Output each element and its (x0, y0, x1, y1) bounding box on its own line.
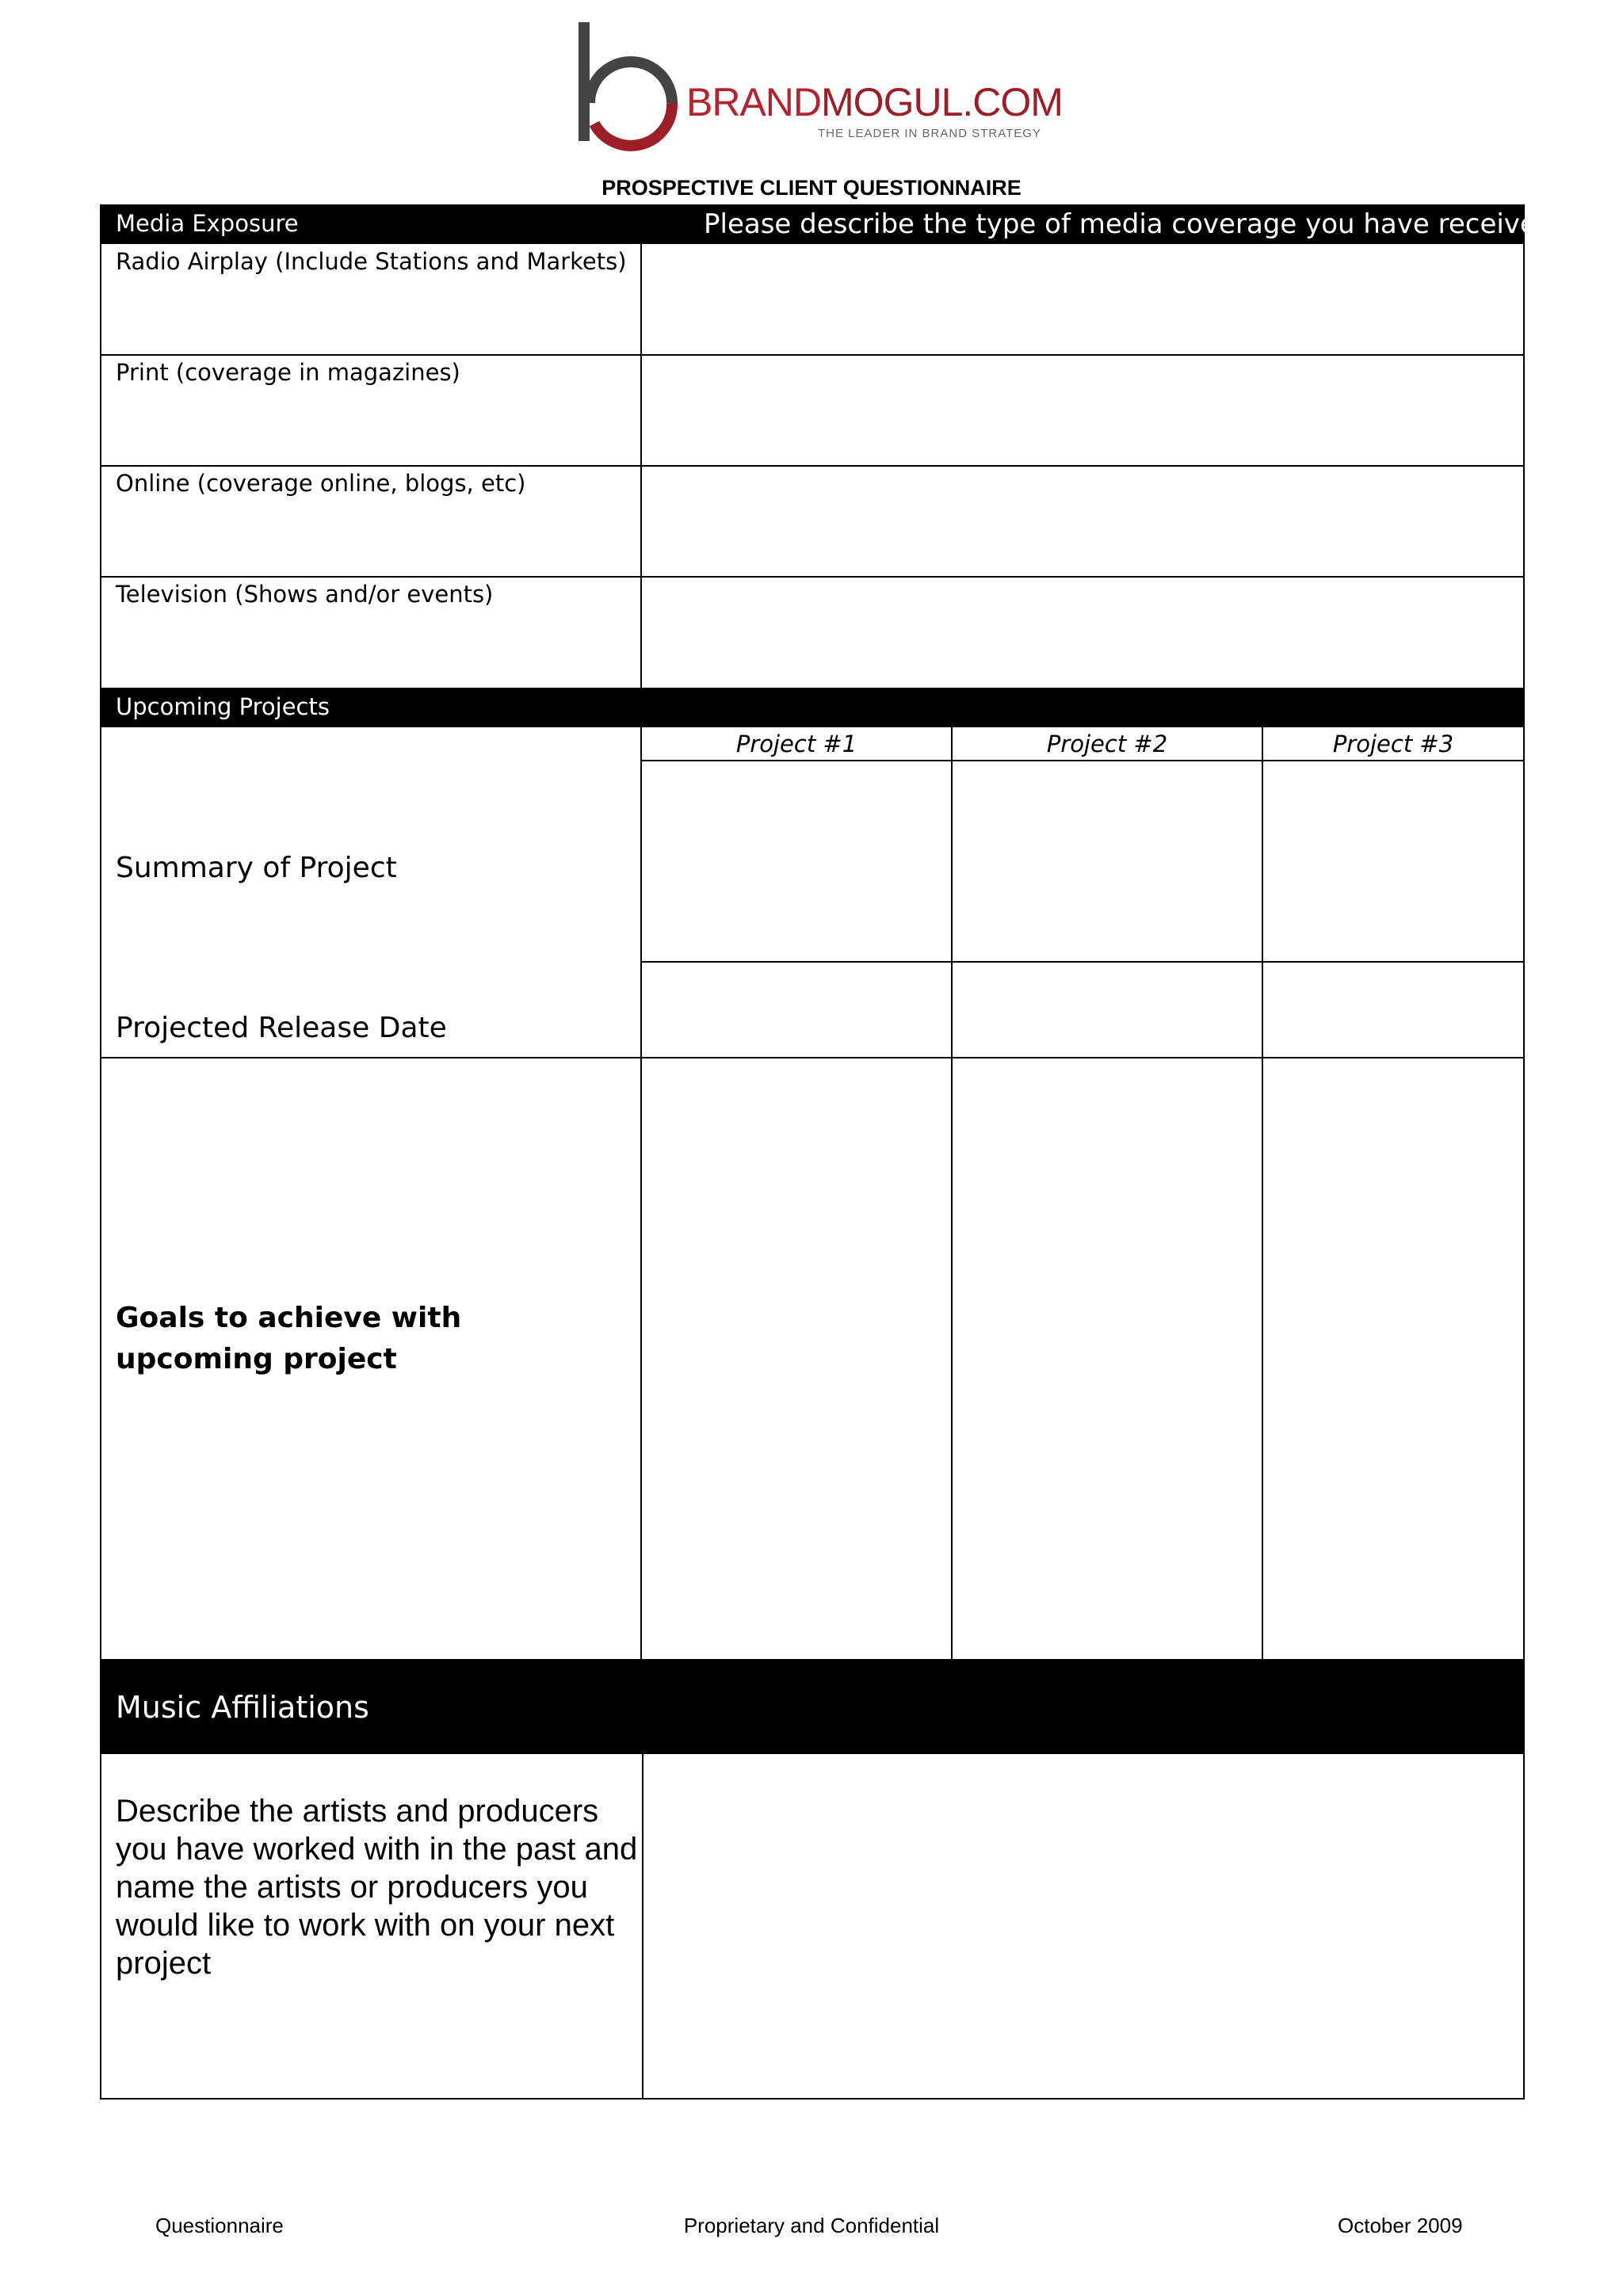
project-3-summary-field[interactable] (1263, 761, 1523, 961)
television-coverage-field[interactable] (642, 578, 1523, 688)
print-coverage-field[interactable] (642, 356, 1523, 465)
project-3-goals-field[interactable] (1263, 1058, 1523, 1659)
music-affiliations-description: Describe the artists and producers you have worked with in the past and name the artists or producers you would like to work with on your next project (116, 1794, 638, 1981)
project-2-heading: Project #2 (1046, 730, 1168, 757)
summary-of-project-label: Summary of Project (116, 852, 397, 884)
online-coverage-label: Online (coverage online, blogs, etc) (116, 470, 526, 497)
brand-name (686, 82, 1063, 122)
music-affiliations-heading: Music Affiliations (116, 1690, 369, 1725)
goals-label: Goals to achieve with upcoming project (116, 1302, 462, 1375)
brand-name-part1: BRAND (686, 80, 822, 124)
project-2-release-date-field[interactable] (953, 963, 1262, 1057)
radio-airplay-field[interactable] (642, 244, 1523, 354)
project-2-summary-field[interactable] (953, 761, 1262, 961)
project-1-summary-field[interactable] (642, 761, 951, 961)
print-coverage-label: Print (coverage in magazines) (116, 359, 460, 386)
media-exposure-heading: Media Exposure (116, 210, 299, 237)
project-1-release-date-field[interactable] (642, 963, 951, 1057)
television-coverage-label: Television (Shows and/or events) (116, 581, 494, 608)
online-coverage-field[interactable] (642, 467, 1523, 576)
radio-airplay-label: Radio Airplay (Include Stations and Markets) (116, 248, 627, 275)
footer-left: Questionnaire (155, 2214, 284, 2237)
media-coverage-instruction: Please describe the type of media coverage you have received (704, 208, 1554, 240)
footer-center: Proprietary and Confidential (683, 2214, 940, 2237)
upcoming-projects-heading: Upcoming Projects (116, 693, 330, 720)
document-title: PROSPECTIVE CLIENT QUESTIONNAIRE (601, 176, 1022, 200)
project-1-heading: Project #1 (735, 730, 857, 757)
projected-release-date-label: Projected Release Date (116, 1012, 447, 1044)
footer-right: October 2009 (1338, 2214, 1463, 2237)
project-3-release-date-field[interactable] (1263, 963, 1523, 1057)
music-affiliations-field[interactable] (643, 1754, 1523, 2098)
project-1-goals-field[interactable] (642, 1058, 951, 1659)
brand-name-part2: MOGUL.COM (821, 80, 1063, 124)
project-3-heading: Project #3 (1332, 730, 1454, 757)
brandmogul-logo-icon (571, 17, 689, 160)
brand-tagline: THE LEADER IN BRAND STRATEGY (818, 127, 1041, 140)
project-2-goals-field[interactable] (953, 1058, 1262, 1659)
